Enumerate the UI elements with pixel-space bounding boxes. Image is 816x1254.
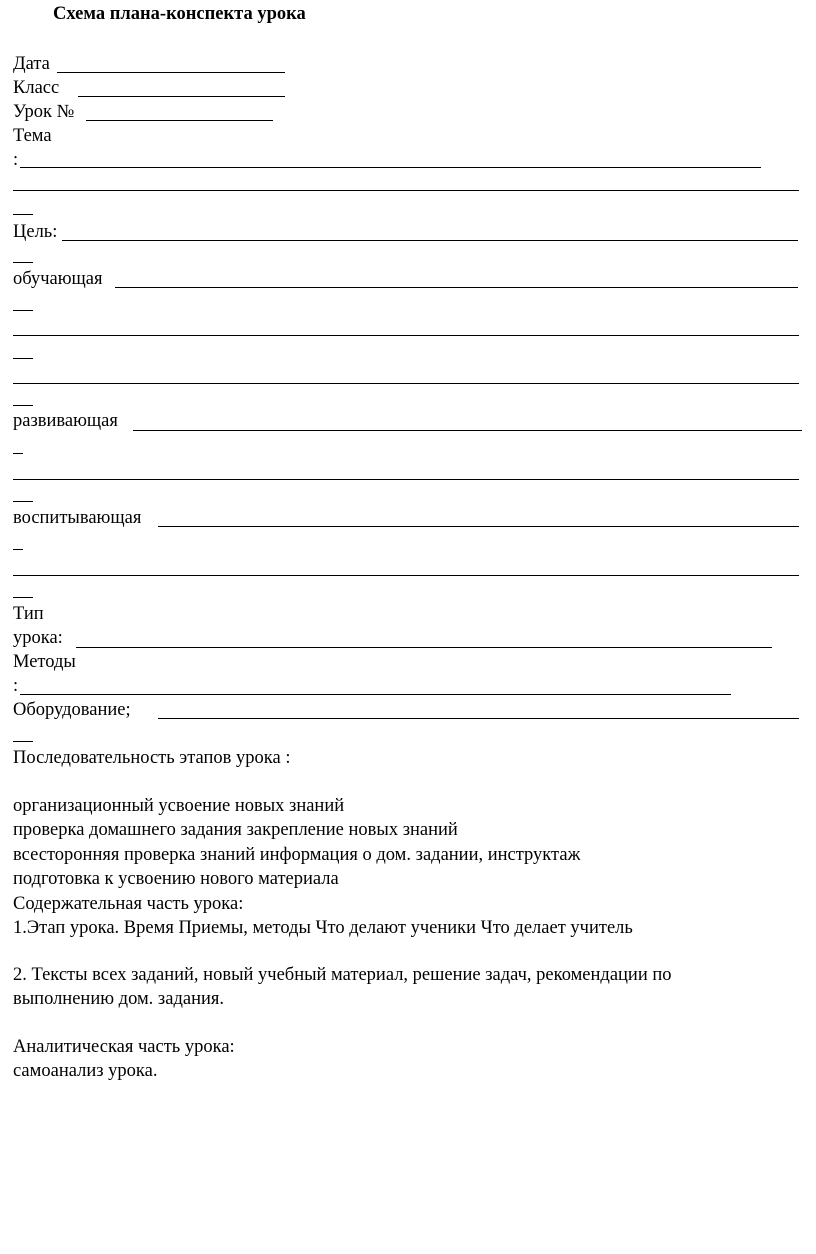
educational-goal-line xyxy=(158,526,799,527)
methods-line xyxy=(20,694,731,695)
stages-heading: Последовательность этапов урока : xyxy=(13,748,291,768)
teaching-goal-label: обучающая xyxy=(13,269,103,289)
stage-line: организационный усвоение новых знаний xyxy=(13,796,345,816)
lesson-number-label: Урок № xyxy=(13,102,75,122)
topic-colon: : xyxy=(13,150,19,170)
class-line xyxy=(78,96,285,97)
goal-line-tail xyxy=(13,262,33,263)
educational-goal-label: воспитывающая xyxy=(13,508,142,528)
analytic-heading: Аналитическая часть урока: xyxy=(13,1037,235,1057)
topic-label: Тема xyxy=(13,126,52,146)
developing-goal-line-2 xyxy=(13,479,799,480)
analytic-line: самоанализ урока. xyxy=(13,1061,158,1081)
content-heading: Содержательная часть урока: xyxy=(13,894,244,914)
goal-label: Цель: xyxy=(13,222,58,242)
content-line-2-continued: выполнению дом. задания. xyxy=(13,989,225,1009)
topic-line-2 xyxy=(13,190,799,191)
teaching-goal-tail-2 xyxy=(13,358,33,359)
methods-colon: : xyxy=(13,676,19,696)
lesson-type-line xyxy=(76,647,772,648)
content-line-1: 1.Этап урока. Время Приемы, методы Что делают ученики Что делает учитель xyxy=(13,918,633,938)
developing-goal-line xyxy=(133,430,802,431)
developing-goal-label: развивающая xyxy=(13,411,118,431)
educational-goal-line-2 xyxy=(13,575,799,576)
date-line xyxy=(57,72,285,73)
teaching-goal-line-3 xyxy=(13,383,799,384)
page-title: Схема плана-конспекта урока xyxy=(53,4,306,24)
equipment-tail xyxy=(13,741,33,742)
methods-label: Методы xyxy=(13,652,76,672)
teaching-goal-line-2 xyxy=(13,335,799,336)
lesson-type-label: Тип xyxy=(13,604,44,624)
educational-goal-tail-2 xyxy=(13,597,33,598)
class-label: Класс xyxy=(13,78,60,98)
topic-line-tail xyxy=(13,214,33,215)
teaching-goal-tail-3 xyxy=(13,405,33,406)
teaching-goal-tail xyxy=(13,310,33,311)
teaching-goal-line xyxy=(115,287,798,288)
lesson-number-line xyxy=(86,120,273,121)
stage-line: проверка домашнего задания закрепление новых знаний xyxy=(13,820,458,840)
equipment-line xyxy=(158,718,799,719)
developing-goal-tail xyxy=(13,453,23,454)
developing-goal-tail-2 xyxy=(13,501,33,502)
equipment-label: Оборудование; xyxy=(13,700,131,720)
date-label: Дата xyxy=(13,54,50,74)
lesson-type-label-2: урока: xyxy=(13,628,63,648)
educational-goal-tail xyxy=(13,549,23,550)
goal-line xyxy=(62,240,798,241)
stage-line: подготовка к усвоению нового материала xyxy=(13,869,339,889)
topic-line xyxy=(20,167,761,168)
content-line-2: 2. Тексты всех заданий, новый учебный материал, решение задач, рекомендации по xyxy=(13,965,672,985)
stage-line: всесторонняя проверка знаний информация о дом. задании, инструктаж xyxy=(13,845,581,865)
